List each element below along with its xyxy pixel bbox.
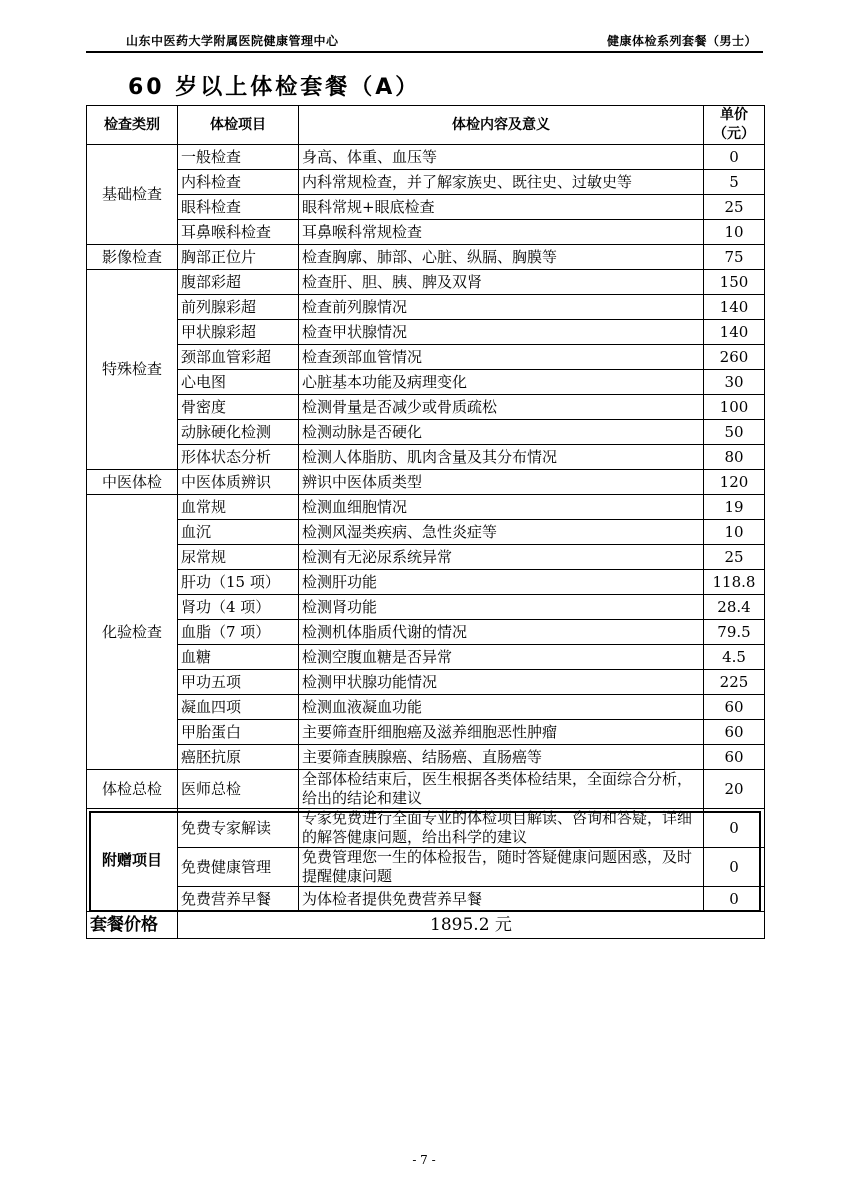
- price-cell: 25: [704, 195, 765, 220]
- header-price: 单价（元）: [704, 106, 765, 145]
- content-cell: 检测人体脂肪、肌肉含量及其分布情况: [299, 445, 704, 470]
- content-cell: 为体检者提供免费营养早餐: [299, 887, 704, 912]
- item-cell: 眼科检查: [178, 195, 299, 220]
- category-cell: 特殊检查: [87, 270, 178, 470]
- table-row: [87, 495, 765, 520]
- table-row: [87, 145, 765, 170]
- table-row: [87, 695, 765, 720]
- item-cell: 腹部彩超: [178, 270, 299, 295]
- header-category: 检查类别: [87, 106, 178, 145]
- table-row: [87, 245, 765, 270]
- content-cell: 全部体检结束后，医生根据各类体检结果，全面综合分析，给出的结论和建议: [299, 770, 704, 809]
- category-cell: 附赠项目: [87, 809, 178, 912]
- category-cell: 中医体检: [87, 470, 178, 495]
- content-cell: 检查甲状腺情况: [299, 320, 704, 345]
- price-cell: 0: [704, 887, 765, 912]
- price-cell: 30: [704, 370, 765, 395]
- price-cell: 79.5: [704, 620, 765, 645]
- content-cell: 免费管理您一生的体检报告，随时答疑健康问题困惑，及时提醒健康问题: [299, 848, 704, 887]
- content-cell: 专家免费进行全面专业的体检项目解读、咨询和答疑，详细的解答健康问题，给出科学的建议: [299, 809, 704, 848]
- header-hospital-name: 山东中医药大学附属医院健康管理中心: [126, 34, 339, 48]
- category-cell: 体检总检: [87, 770, 178, 809]
- item-cell: 尿常规: [178, 545, 299, 570]
- table-row: [87, 770, 765, 809]
- price-cell: 100: [704, 395, 765, 420]
- table-row: [87, 570, 765, 595]
- price-cell: 19: [704, 495, 765, 520]
- price-cell: 5: [704, 170, 765, 195]
- item-cell: 血常规: [178, 495, 299, 520]
- price-cell: 75: [704, 245, 765, 270]
- content-cell: 检查肝、胆、胰、脾及双肾: [299, 270, 704, 295]
- content-cell: 检测空腹血糖是否异常: [299, 645, 704, 670]
- table-header-row: [87, 106, 765, 145]
- content-cell: 主要筛查肝细胞癌及滋养细胞恶性肿瘤: [299, 720, 704, 745]
- table-row: [87, 320, 765, 345]
- content-cell: 身高、体重、血压等: [299, 145, 704, 170]
- table-row: [87, 295, 765, 320]
- item-cell: 动脉硬化检测: [178, 420, 299, 445]
- content-cell: 检查颈部血管情况: [299, 345, 704, 370]
- content-cell: 检测骨量是否减少或骨质疏松: [299, 395, 704, 420]
- header-rule: [86, 51, 763, 53]
- table-row: [87, 170, 765, 195]
- content-cell: 检测有无泌尿系统异常: [299, 545, 704, 570]
- table-row: [87, 545, 765, 570]
- price-cell: 0: [704, 145, 765, 170]
- table-row: [87, 887, 765, 912]
- item-cell: 前列腺彩超: [178, 295, 299, 320]
- price-cell: 0: [704, 848, 765, 887]
- table-body: [87, 145, 765, 939]
- content-cell: 检测动脉是否硬化: [299, 420, 704, 445]
- item-cell: 甲胎蛋白: [178, 720, 299, 745]
- header-content: 体检内容及意义: [299, 106, 704, 145]
- content-cell: 检测机体脂质代谢的情况: [299, 620, 704, 645]
- total-row: [87, 912, 765, 939]
- item-cell: 凝血四项: [178, 695, 299, 720]
- item-cell: 形体状态分析: [178, 445, 299, 470]
- item-cell: 血脂（7 项）: [178, 620, 299, 645]
- price-cell: 20: [704, 770, 765, 809]
- item-cell: 免费营养早餐: [178, 887, 299, 912]
- price-cell: 140: [704, 295, 765, 320]
- item-cell: 胸部正位片: [178, 245, 299, 270]
- price-cell: 10: [704, 220, 765, 245]
- item-cell: 肝功（15 项）: [178, 570, 299, 595]
- price-cell: 28.4: [704, 595, 765, 620]
- item-cell: 免费健康管理: [178, 848, 299, 887]
- category-cell: 化验检查: [87, 495, 178, 770]
- content-cell: 内科常规检查，并了解家族史、既往史、过敏史等: [299, 170, 704, 195]
- item-cell: 血糖: [178, 645, 299, 670]
- content-cell: 耳鼻喉科常规检查: [299, 220, 704, 245]
- table-row: [87, 670, 765, 695]
- price-cell: 4.5: [704, 645, 765, 670]
- content-cell: 检测肾功能: [299, 595, 704, 620]
- price-cell: 25: [704, 545, 765, 570]
- table-row: [87, 620, 765, 645]
- page-number: - 7 -: [412, 1153, 436, 1167]
- table-row: [87, 470, 765, 495]
- table-row: [87, 445, 765, 470]
- table-row: [87, 848, 765, 887]
- category-cell: 基础检查: [87, 145, 178, 245]
- content-cell: 辨识中医体质类型: [299, 470, 704, 495]
- item-cell: 颈部血管彩超: [178, 345, 299, 370]
- item-cell: 甲功五项: [178, 670, 299, 695]
- content-cell: 检测甲状腺功能情况: [299, 670, 704, 695]
- table-row: [87, 420, 765, 445]
- price-cell: 118.8: [704, 570, 765, 595]
- price-cell: 120: [704, 470, 765, 495]
- item-cell: 甲状腺彩超: [178, 320, 299, 345]
- item-cell: 医师总检: [178, 770, 299, 809]
- price-cell: 150: [704, 270, 765, 295]
- price-cell: 260: [704, 345, 765, 370]
- category-cell: 影像检查: [87, 245, 178, 270]
- item-cell: 免费专家解读: [178, 809, 299, 848]
- table-row: [87, 745, 765, 770]
- total-price: 1895.2 元: [178, 912, 765, 939]
- price-cell: 10: [704, 520, 765, 545]
- item-cell: 癌胚抗原: [178, 745, 299, 770]
- item-cell: 血沉: [178, 520, 299, 545]
- content-cell: 检测血液凝血功能: [299, 695, 704, 720]
- table-row: [87, 520, 765, 545]
- content-cell: 检测肝功能: [299, 570, 704, 595]
- table-row: [87, 270, 765, 295]
- item-cell: 心电图: [178, 370, 299, 395]
- header-item: 体检项目: [178, 106, 299, 145]
- price-cell: 60: [704, 695, 765, 720]
- page-title: 60 岁以上体检套餐（A）: [128, 75, 421, 100]
- item-cell: 中医体质辨识: [178, 470, 299, 495]
- content-cell: 主要筛查胰腺癌、结肠癌、直肠癌等: [299, 745, 704, 770]
- content-cell: 检测血细胞情况: [299, 495, 704, 520]
- table-row: [87, 720, 765, 745]
- item-cell: 肾功（4 项）: [178, 595, 299, 620]
- table-row: [87, 370, 765, 395]
- table-row: [87, 220, 765, 245]
- price-cell: 225: [704, 670, 765, 695]
- content-cell: 眼科常规+眼底检查: [299, 195, 704, 220]
- content-cell: 检测风湿类疾病、急性炎症等: [299, 520, 704, 545]
- content-cell: 检查胸廓、肺部、心脏、纵膈、胸膜等: [299, 245, 704, 270]
- table-row: [87, 345, 765, 370]
- price-cell: 60: [704, 720, 765, 745]
- checkup-package-table: [86, 105, 765, 939]
- price-cell: 50: [704, 420, 765, 445]
- item-cell: 内科检查: [178, 170, 299, 195]
- table-row: [87, 195, 765, 220]
- table-row: [87, 395, 765, 420]
- item-cell: 一般检查: [178, 145, 299, 170]
- price-cell: 140: [704, 320, 765, 345]
- item-cell: 耳鼻喉科检查: [178, 220, 299, 245]
- content-cell: 心脏基本功能及病理变化: [299, 370, 704, 395]
- price-cell: 60: [704, 745, 765, 770]
- table-row: [87, 809, 765, 848]
- content-cell: 检查前列腺情况: [299, 295, 704, 320]
- table-row: [87, 595, 765, 620]
- price-cell: 80: [704, 445, 765, 470]
- total-label: 套餐价格: [87, 912, 178, 939]
- price-cell: 0: [704, 809, 765, 848]
- page-header: [86, 30, 763, 52]
- header-series-name: 健康体检系列套餐（男士）: [606, 34, 757, 48]
- table-row: [87, 645, 765, 670]
- item-cell: 骨密度: [178, 395, 299, 420]
